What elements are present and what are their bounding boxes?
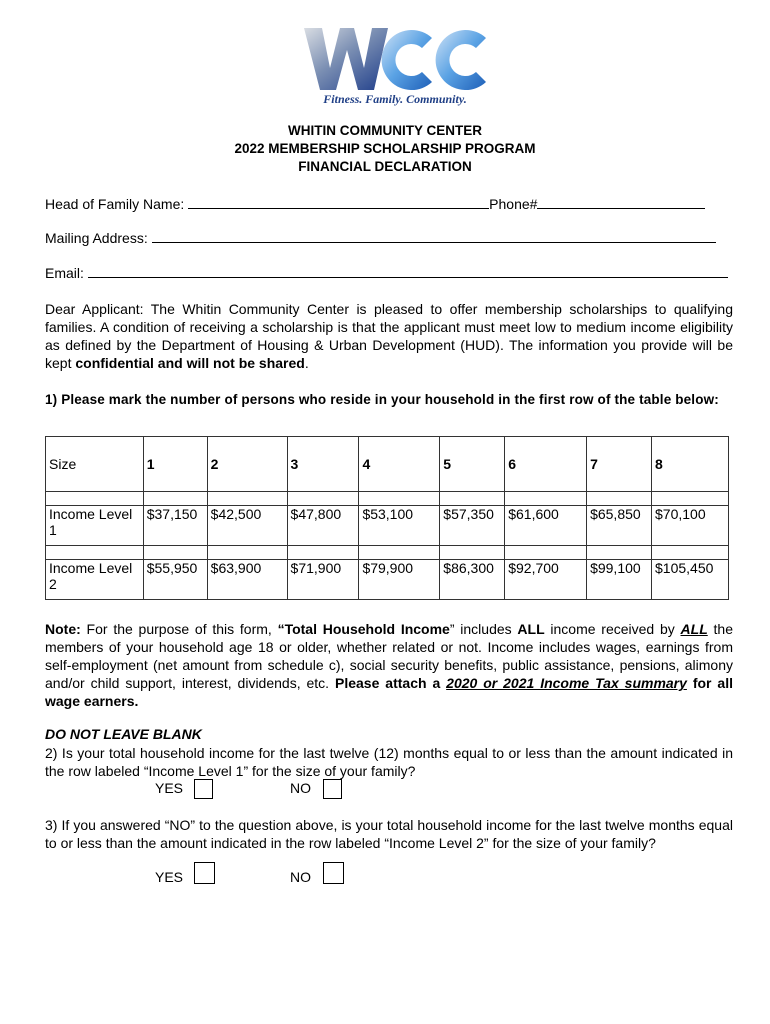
question-1: 1) Please mark the number of persons who reside in your household in the first row of the table below: <box>45 392 719 407</box>
note-bold: Please attach a <box>335 675 447 691</box>
table-cell: $99,100 <box>587 560 652 600</box>
question-3: 3) If you answered “NO” to the question above, is your total household income for the last twelve months equal to or less than the amount indicated in the row labeled “Income Level 2” for the size of your family? <box>45 817 733 851</box>
title-line-2: 2022 MEMBERSHIP SCHOLARSHIP PROGRAM <box>234 141 536 156</box>
logo-c-letter <box>382 30 432 90</box>
spacer-row <box>46 546 729 560</box>
note-tax-summary: 2020 or 2021 Income Tax summary <box>446 675 687 691</box>
income-level-2-row <box>46 560 729 600</box>
question-2: 2) Is your total household income for the last twelve (12) months equal to or less than the amount indicated in the row labeled “Income Level 1” for the size of your family? <box>45 745 733 779</box>
q3-no-checkbox[interactable] <box>323 862 344 884</box>
phone-field[interactable] <box>537 195 705 209</box>
intro-paragraph <box>45 300 733 372</box>
head-of-family-row <box>45 195 705 212</box>
note-bold: “Total Household Income <box>277 621 450 637</box>
logo-c-letter-2 <box>436 30 486 90</box>
email-field[interactable] <box>88 264 728 278</box>
size-cell[interactable]: 3 <box>287 437 359 492</box>
table-cell: $105,450 <box>652 560 729 600</box>
q2-no-label: NO <box>290 780 311 796</box>
email-label: Email: <box>45 265 84 281</box>
note-bold: ALL <box>680 621 708 637</box>
table-cell: $65,850 <box>587 506 652 546</box>
table-cell: $70,100 <box>652 506 729 546</box>
table-cell: $61,600 <box>505 506 587 546</box>
q3-yes-label: YES <box>155 869 184 885</box>
logo-w-letter <box>304 28 388 90</box>
table-cell: $71,900 <box>287 560 359 600</box>
q3-no-label: NO <box>290 869 311 885</box>
table-cell: $37,150 <box>143 506 207 546</box>
form-title <box>0 122 770 176</box>
wcc-logo-graphic <box>300 24 490 94</box>
table-cell: $79,900 <box>359 560 440 600</box>
size-cell[interactable]: 6 <box>505 437 587 492</box>
title-line-1: WHITIN COMMUNITY CENTER <box>288 123 482 138</box>
table-cell: $63,900 <box>207 560 287 600</box>
size-cell[interactable]: 7 <box>587 437 652 492</box>
table-cell: $92,700 <box>505 560 587 600</box>
email-row <box>45 264 728 281</box>
size-label: Size <box>46 437 144 492</box>
mailing-address-field[interactable] <box>152 229 716 243</box>
intro-end: . <box>304 355 309 371</box>
q2-yes-label: YES <box>155 780 184 796</box>
q2-yes-checkbox[interactable] <box>194 779 213 799</box>
size-cell[interactable]: 2 <box>207 437 287 492</box>
phone-label: Phone# <box>489 196 538 212</box>
table-cell: $86,300 <box>440 560 505 600</box>
mailing-address-label: Mailing Address: <box>45 230 148 246</box>
note-text: For the purpose of this form, <box>80 621 278 637</box>
table-cell: $42,500 <box>207 506 287 546</box>
intro-text: Dear Applicant: The Whitin Community Center is pleased to offer membership scholarships to qualifying families. A condition of receiving a scholarship is that the applicant must meet low to medium income eligibility as defined by the Department of Housing & Urban Development (HUD). The information you provide will be kept <box>45 301 733 371</box>
note-paragraph <box>45 620 733 710</box>
income-level-1-label: Income Level 1 <box>46 506 144 546</box>
note-label: Note: <box>45 621 81 637</box>
q3-yes-checkbox[interactable] <box>194 862 215 884</box>
size-cell[interactable]: 4 <box>359 437 440 492</box>
note-text: the members of your household age 18 or older, whether related or not. Income includes wages, earnings from self-employment (net amount from schedule c), social security benefits, public assistance, pensions, alimony and/or child support, interest, dividends, etc. <box>45 621 733 691</box>
head-of-family-label: Head of Family Name: <box>45 196 185 212</box>
size-cell[interactable]: 1 <box>143 437 207 492</box>
income-table <box>45 436 729 600</box>
note-text: ” includes <box>449 621 518 637</box>
table-cell: $55,950 <box>143 560 207 600</box>
note-bold: ALL <box>517 621 545 637</box>
head-of-family-field[interactable] <box>188 195 489 209</box>
do-not-leave-blank: DO NOT LEAVE BLANK <box>45 726 202 742</box>
size-cell[interactable]: 5 <box>440 437 505 492</box>
note-bold: for all wage earners. <box>45 675 733 709</box>
mailing-address-row <box>45 229 716 246</box>
income-level-2-label: Income Level 2 <box>46 560 144 600</box>
intro-bold-text: confidential and will not be shared <box>75 355 305 371</box>
size-row <box>46 437 729 492</box>
size-cell[interactable]: 8 <box>652 437 729 492</box>
table-cell: $57,350 <box>440 506 505 546</box>
logo-tagline: Fitness. Family. Community. <box>323 92 467 106</box>
q2-no-checkbox[interactable] <box>323 779 342 799</box>
title-line-3: FINANCIAL DECLARATION <box>298 159 472 174</box>
note-text: income received by <box>544 621 681 637</box>
income-level-1-row <box>46 506 729 546</box>
table-cell: $47,800 <box>287 506 359 546</box>
table-cell: $53,100 <box>359 506 440 546</box>
spacer-row <box>46 492 729 506</box>
